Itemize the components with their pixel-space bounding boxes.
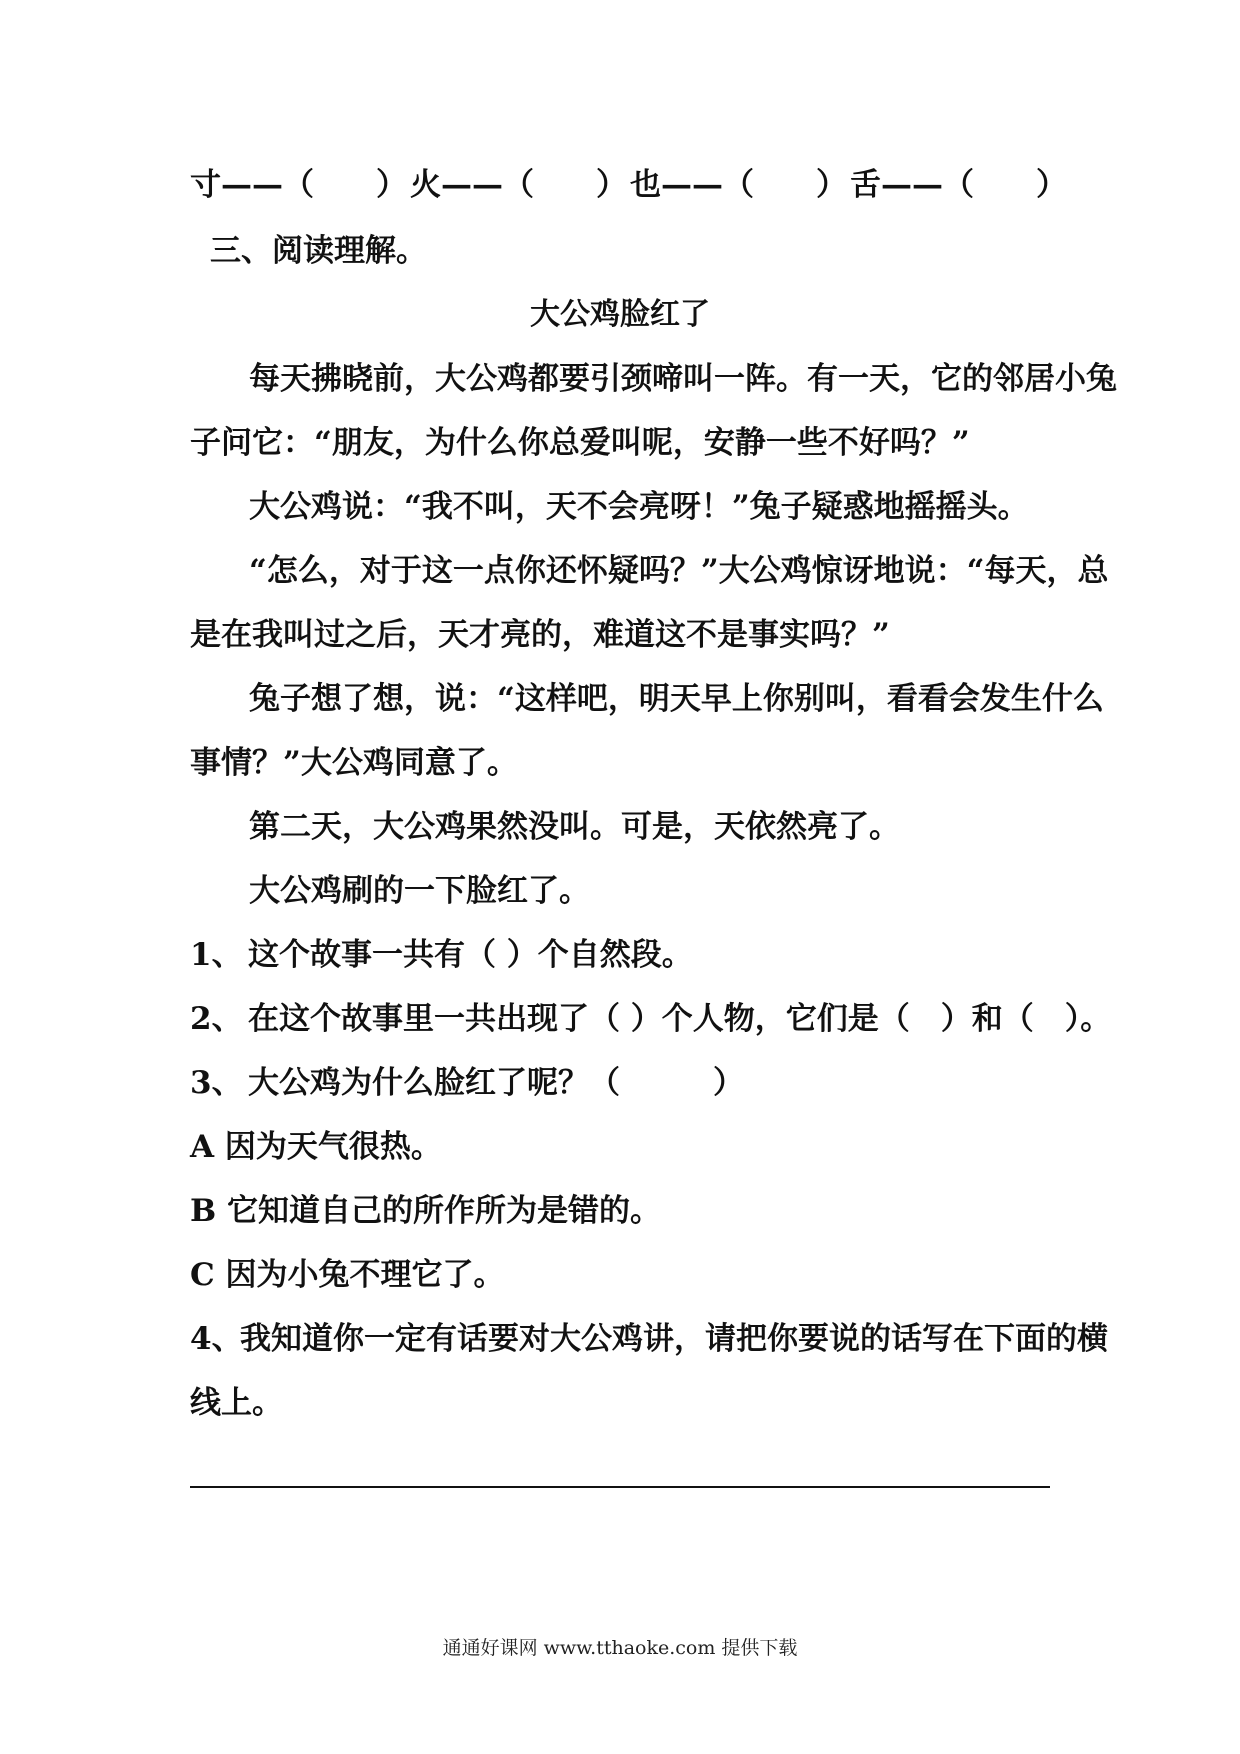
question-number: 2、	[190, 1001, 243, 1037]
story-line: “怎么，对于这一点你还怀疑吗？”大公鸡惊讶地说：“每天，总	[249, 553, 1109, 589]
story-line: 子问它：“朋友，为什么你总爱叫呢，安静一些不好吗？”	[190, 425, 970, 461]
option-b: B 它知道自己的所作所为是错的。	[190, 1193, 661, 1229]
question-4-continued: 线上。	[190, 1385, 283, 1421]
story-line: 兔子想了想，说：“这样吧，明天早上你别叫，看看会发生什么	[249, 681, 1104, 717]
question-text: 我知道你一定有话要对大公鸡讲，请把你要说的话写在下面的横	[240, 1321, 1108, 1357]
story-line: 第二天，大公鸡果然没叫。可是，天依然亮了。	[249, 809, 900, 845]
question-number: 4、	[190, 1321, 243, 1357]
story-line: 大公鸡刷的一下脸红了。	[249, 873, 590, 909]
question-3	[190, 1063, 744, 1103]
question-text: 这个故事一共有（ ）个自然段。	[248, 937, 693, 973]
story-line: 事情？”大公鸡同意了。	[190, 745, 518, 781]
question-2	[190, 999, 1111, 1039]
footer-credit: 通通好课网 www.tthaoke.com 提供下载	[442, 1637, 798, 1659]
question-number: 1、	[190, 937, 243, 973]
story-title: 大公鸡脸红了	[530, 297, 710, 332]
radical-item: 也——（ ）	[630, 167, 847, 203]
story-line: 是在我叫过之后，天才亮的，难道这不是事实吗？”	[190, 617, 890, 653]
question-text: 在这个故事里一共出现了（ ）个人物，它们是（ ）和（ ）。	[248, 1001, 1112, 1037]
question-number: 3、	[190, 1065, 243, 1101]
question-4	[190, 1319, 1108, 1359]
story-line: 每天拂晓前，大公鸡都要引颈啼叫一阵。有一天，它的邻居小兔	[249, 361, 1117, 397]
option-c: C 因为小兔不理它了。	[190, 1257, 505, 1293]
radical-item: 寸——（ ）	[190, 167, 407, 203]
story-line: 大公鸡说：“我不叫，天不会亮呀！”兔子疑惑地摇摇头。	[249, 489, 1029, 525]
section-title: 三、阅读理解。	[210, 233, 427, 269]
answer-line[interactable]	[190, 1486, 1050, 1488]
option-a: A 因为天气很热。	[190, 1129, 442, 1165]
radical-item: 火——（ ）	[410, 167, 627, 203]
question-text: 大公鸡为什么脸红了呢？（ ）	[248, 1065, 744, 1101]
radical-item: 舌——（ ）	[850, 167, 1067, 203]
question-1	[190, 935, 693, 975]
radical-exercise-row	[190, 165, 1070, 205]
